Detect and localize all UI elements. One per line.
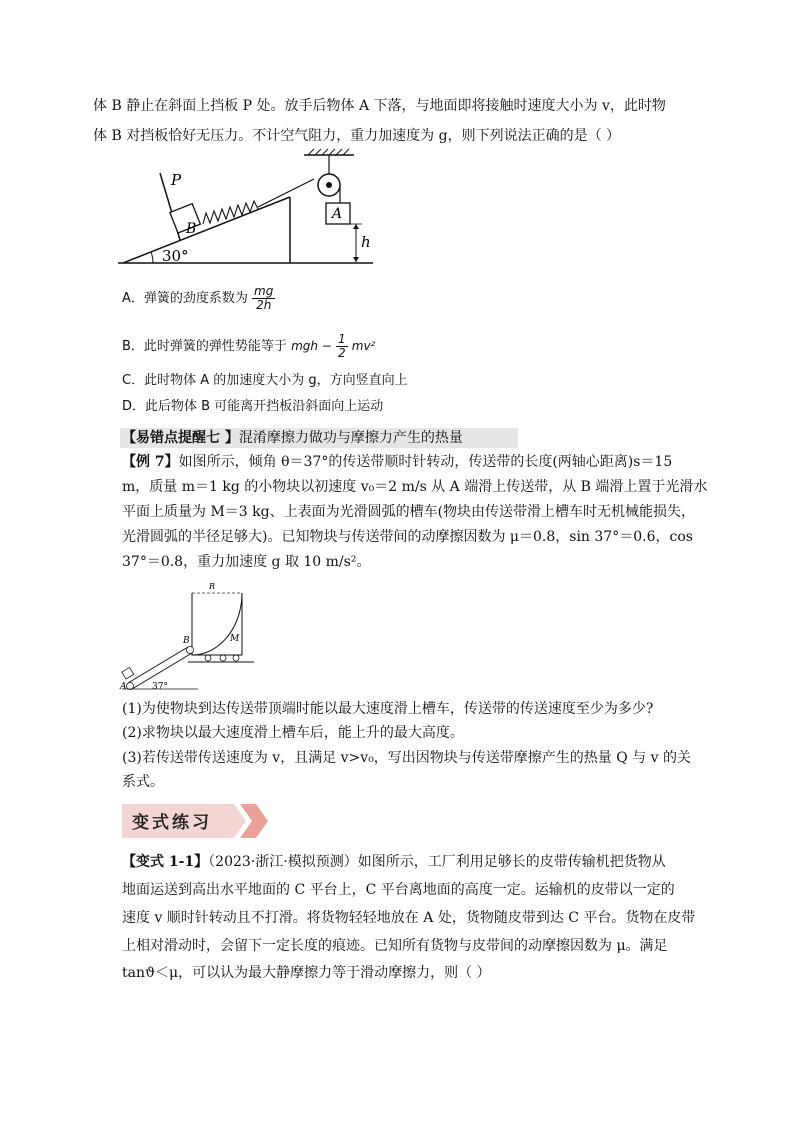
question-3-line-1: (3)若传送带传送速度为 v，且满足 v>v₀，写出因物块与传送带摩擦产生的热量 Q 与 v 的关 bbox=[122, 750, 691, 766]
label-angle-30: 30° bbox=[162, 247, 189, 265]
heading-title: 混淆摩擦力做功与摩擦力产生的热量 bbox=[238, 430, 463, 446]
heading-tag: 【易错点提醒七 】 bbox=[122, 430, 239, 446]
option-b-numerator: 1 bbox=[337, 332, 346, 346]
option-b-text: B．此时弹簧的弹性势能等于 bbox=[122, 339, 287, 354]
variant-line-1-text: （2023·浙江·模拟预测）如图所示，工厂利用足够长的皮带传输机把货物从 bbox=[208, 854, 666, 870]
example7-line-5: 37°＝0.8，重力加速度 g 取 10 m/s²。 bbox=[122, 554, 371, 570]
label-A: A bbox=[332, 206, 343, 222]
incline-spring-pulley-figure bbox=[118, 145, 378, 270]
variant-label: 【变式 1-1】 bbox=[122, 854, 209, 870]
banner-title: 变式练习 bbox=[132, 813, 212, 833]
intro-line-1: 体 B 静止在斜面上挡板 P 处。放手后物体 A 下落，与地面即将接触时速度大小为 v，此时物 bbox=[93, 98, 666, 114]
label-M: M bbox=[230, 634, 240, 644]
conveyor-cart-figure bbox=[118, 575, 258, 695]
label-B2: B bbox=[183, 636, 190, 646]
option-b bbox=[122, 333, 375, 360]
variant-line-1 bbox=[122, 852, 666, 872]
label-B: B bbox=[186, 221, 197, 237]
option-a-text: A．弹簧的劲度系数为 bbox=[122, 291, 248, 306]
option-a-denominator: 2h bbox=[256, 298, 272, 312]
variant-line-5: tanϑ＜μ，可以认为最大静摩擦力等于滑动摩擦力，则（ ） bbox=[122, 965, 491, 981]
option-b-fraction bbox=[336, 333, 348, 360]
variant-line-2: 地面运送到高出水平地面的 C 平台上，C 平台离地面的高度一定。运输机的皮带以一定的 bbox=[122, 882, 675, 898]
example7-line-3: 平面上质量为 M＝3 kg、上表面为光滑圆弧的槽车(物块由传送带滑上槽车时无机械能损失， bbox=[122, 504, 696, 520]
example7-label: 【例 7】 bbox=[122, 454, 179, 470]
example7-line-4: 光滑圆弧的半径足够大)。已知物块与传送带间的动摩擦因数为 μ＝0.8，sin 37°＝0.6，cos bbox=[122, 529, 693, 545]
option-b-expr-2: mv² bbox=[351, 339, 376, 353]
option-c: C．此时物体 A 的加速度大小为 g，方向竖直向上 bbox=[122, 373, 408, 388]
label-A2: A bbox=[120, 682, 127, 692]
example7-line-1 bbox=[122, 452, 672, 472]
option-d: D．此后物体 B 可能离开挡板沿斜面向上运动 bbox=[122, 399, 384, 414]
question-1: (1)为使物块到达传送带顶端时能以最大速度滑上槽车，传送带的传送速度至少为多少? bbox=[122, 701, 654, 717]
option-a-fraction bbox=[252, 285, 275, 312]
option-a bbox=[122, 285, 275, 312]
question-3-line-2: 系式。 bbox=[122, 774, 164, 790]
option-a-numerator: mg bbox=[254, 284, 274, 298]
question-2: (2)求物块以最大速度滑上槽车后，能上升的最大高度。 bbox=[122, 725, 464, 741]
option-b-denominator: 2 bbox=[337, 346, 346, 360]
example7-line-2: m，质量 m＝1 kg 的小物块以初速度 v₀＝2 m/s 从 A 端滑上传送带，从 B 端滑上置于光滑水 bbox=[122, 479, 708, 495]
intro-line-2: 体 B 对挡板恰好无压力。不计空气阻力，重力加速度为 g，则下列说法正确的是（ ） bbox=[93, 128, 621, 144]
option-b-expr-1: mgh − bbox=[291, 339, 332, 353]
example7-line-1-text: 如图所示，倾角 θ＝37°的传送带顺时针转动，传送带的长度(两轴心距离)s＝15 bbox=[178, 454, 673, 470]
label-R: R bbox=[209, 582, 216, 591]
section-heading bbox=[122, 428, 463, 448]
variant-line-3: 速度 v 顺时针转动且不打滑。将货物轻轻地放在 A 处，货物随皮带到达 C 平台。货物在皮带 bbox=[122, 910, 696, 926]
label-P: P bbox=[171, 171, 182, 189]
variant-line-4: 上相对滑动时，会留下一定长度的痕迹。已知所有货物与皮带间的动摩擦因数为 μ。满足 bbox=[122, 938, 668, 954]
label-angle-37: 37° bbox=[152, 682, 168, 692]
label-h: h bbox=[361, 233, 371, 251]
